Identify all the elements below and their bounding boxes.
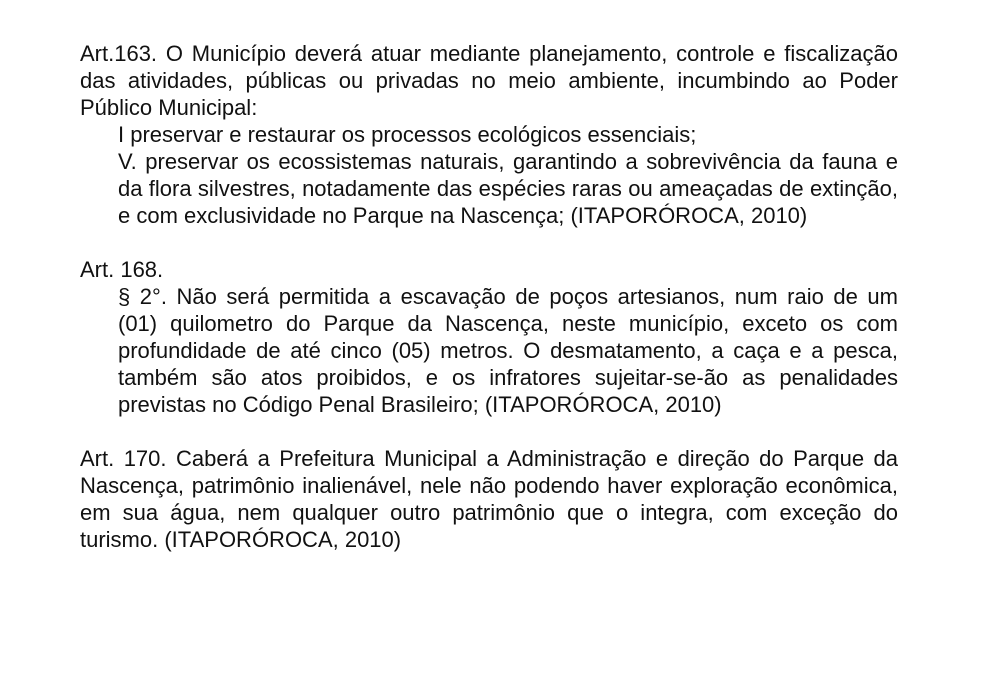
- document-page: [80, 40, 898, 553]
- article-163-text: Art.163. O Município deverá atuar mediante planejamento, controle e fiscalização das atividades, públicas ou privadas no meio ambiente, incumbindo ao Poder Público Municipal:: [80, 41, 898, 120]
- article-168-paragraph-2: § 2°. Não será permitida a escavação de poços artesianos, num raio de um (01) quilometro do Parque da Nascença, neste município, exceto os com profundidade de até cinco (05) metros. O desmatamento, a caça e a pesca, também são atos proibidos, e os infratores sujeitar-se-ão as penalidades previstas no Código Penal Brasileiro; (ITAPORÓROCA, 2010): [118, 284, 898, 417]
- article-168: [80, 256, 898, 418]
- article-163-item-i: I preservar e restaurar os processos ecológicos essenciais;: [118, 122, 697, 147]
- article-170-text: Art. 170. Caberá a Prefeitura Municipal a Administração e direção do Parque da Nascença, patrimônio inalienável, nele não podendo haver exploração econômica, em sua água, nem qualquer outro patrimônio que o integra, com exceção do turismo. (ITAPORÓROCA, 2010): [80, 446, 898, 552]
- article-163: [80, 40, 898, 229]
- article-168-heading: Art. 168.: [80, 257, 164, 282]
- article-163-item-v: V. preservar os ecossistemas naturais, garantindo a sobrevivência da fauna e da flora silvestres, notadamente das espécies raras ou ameaçadas de extinção, e com exclusividade no Parque na Nascença; (ITAPORÓROCA, 2010): [118, 149, 898, 228]
- article-170: [80, 445, 898, 553]
